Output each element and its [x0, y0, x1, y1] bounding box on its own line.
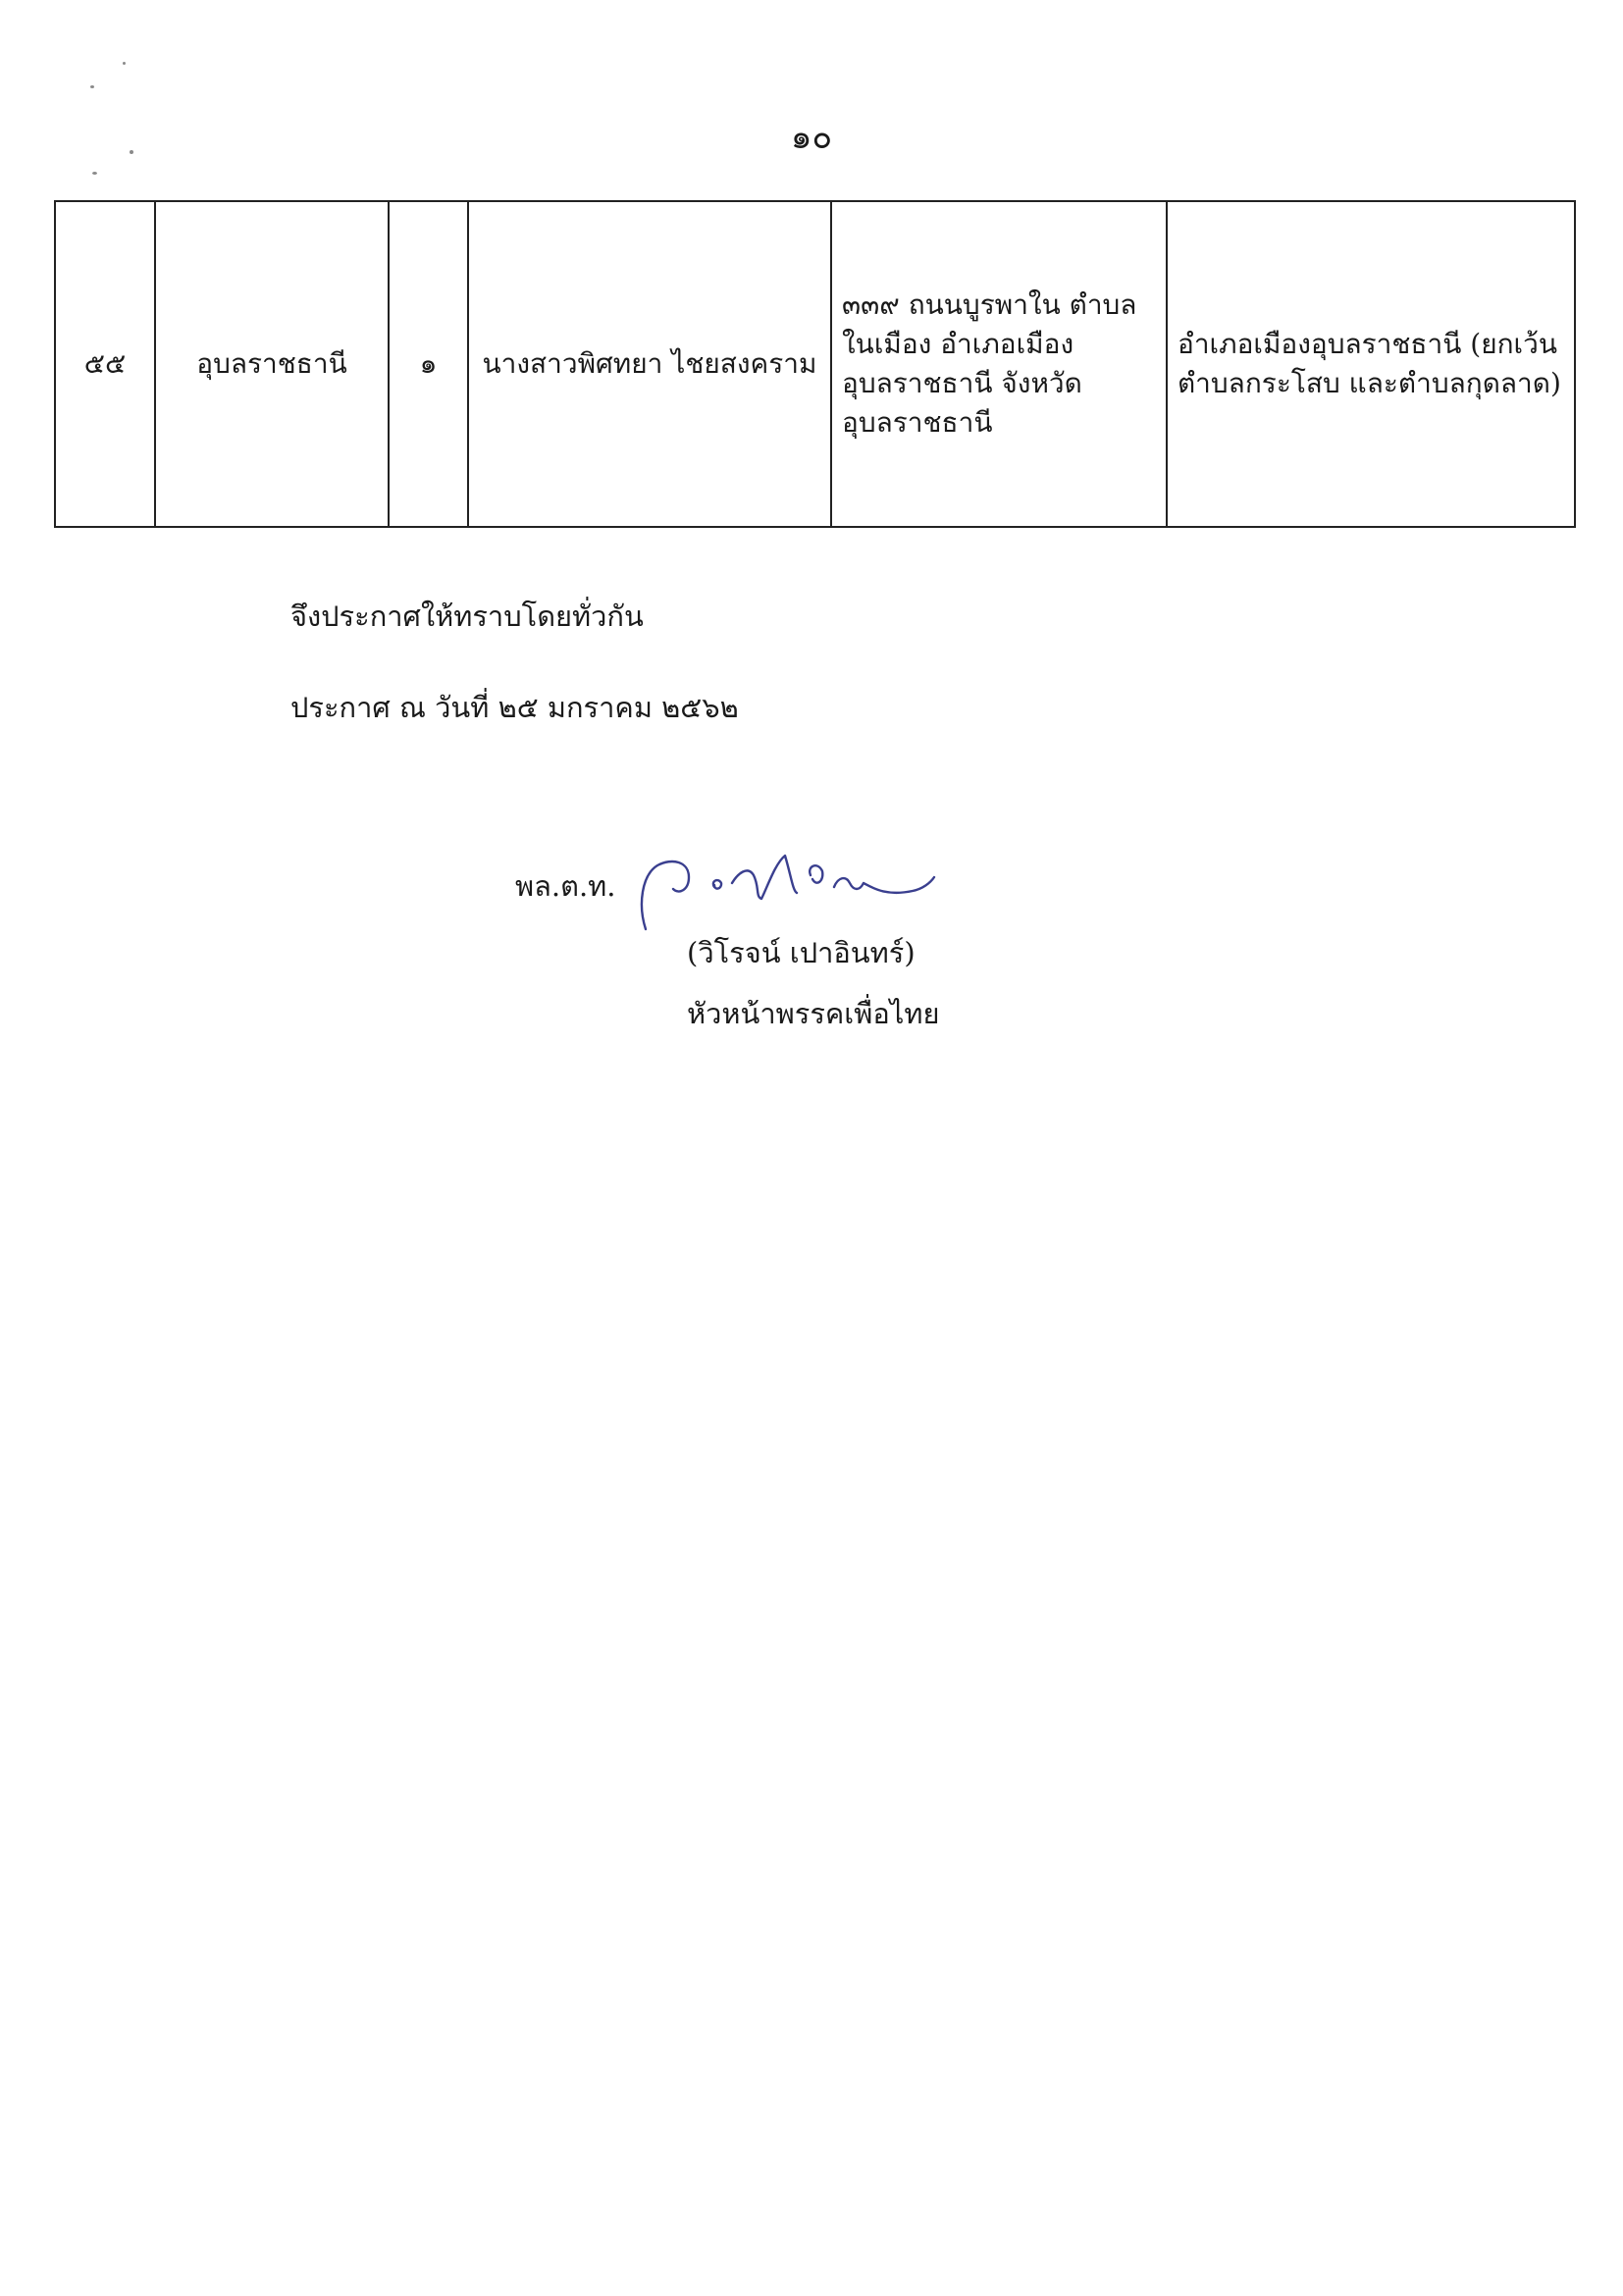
cell-count: ๑	[389, 201, 468, 527]
announcement-line: จึงประกาศให้ทราบโดยทั่วกัน	[290, 600, 644, 633]
signatory-title: หัวหน้าพรรคเพื่อไทย	[687, 997, 940, 1030]
cell-name: นางสาวพิศทยา ไชยสงคราม	[468, 201, 831, 527]
cell-seq: ๕๕	[55, 201, 155, 527]
candidate-table	[54, 200, 1576, 528]
signatory-rank: พล.ต.ท.	[515, 869, 616, 903]
area-line: ตำบลกระโสบ และตำบลกุดลาด)	[1178, 367, 1561, 399]
address-line: ๓๓๙ ถนนบูรพาใน ตำบล	[842, 288, 1137, 321]
area-line: อำเภอเมืองอุบลราชธานี (ยกเว้น	[1178, 328, 1557, 360]
announcement-date: ประกาศ ณ วันที่ ๒๕ มกราคม ๒๕๖๒	[290, 691, 739, 724]
signature-stroke	[642, 856, 934, 929]
address-line: อุบลราชธานี จังหวัด	[842, 367, 1082, 399]
signatory-name: (วิโรจน์ เปาอินทร์)	[687, 936, 916, 969]
cell-address	[831, 201, 1167, 527]
cell-area	[1167, 201, 1575, 527]
table-row	[55, 201, 1575, 527]
address-line: ในเมือง อำเภอเมือง	[842, 328, 1074, 360]
page-number: ๑๐	[790, 118, 833, 157]
cell-province: อุบลราชธานี	[155, 201, 389, 527]
address-line: อุบลราชธานี	[842, 406, 993, 439]
handwritten-signature	[628, 836, 952, 944]
